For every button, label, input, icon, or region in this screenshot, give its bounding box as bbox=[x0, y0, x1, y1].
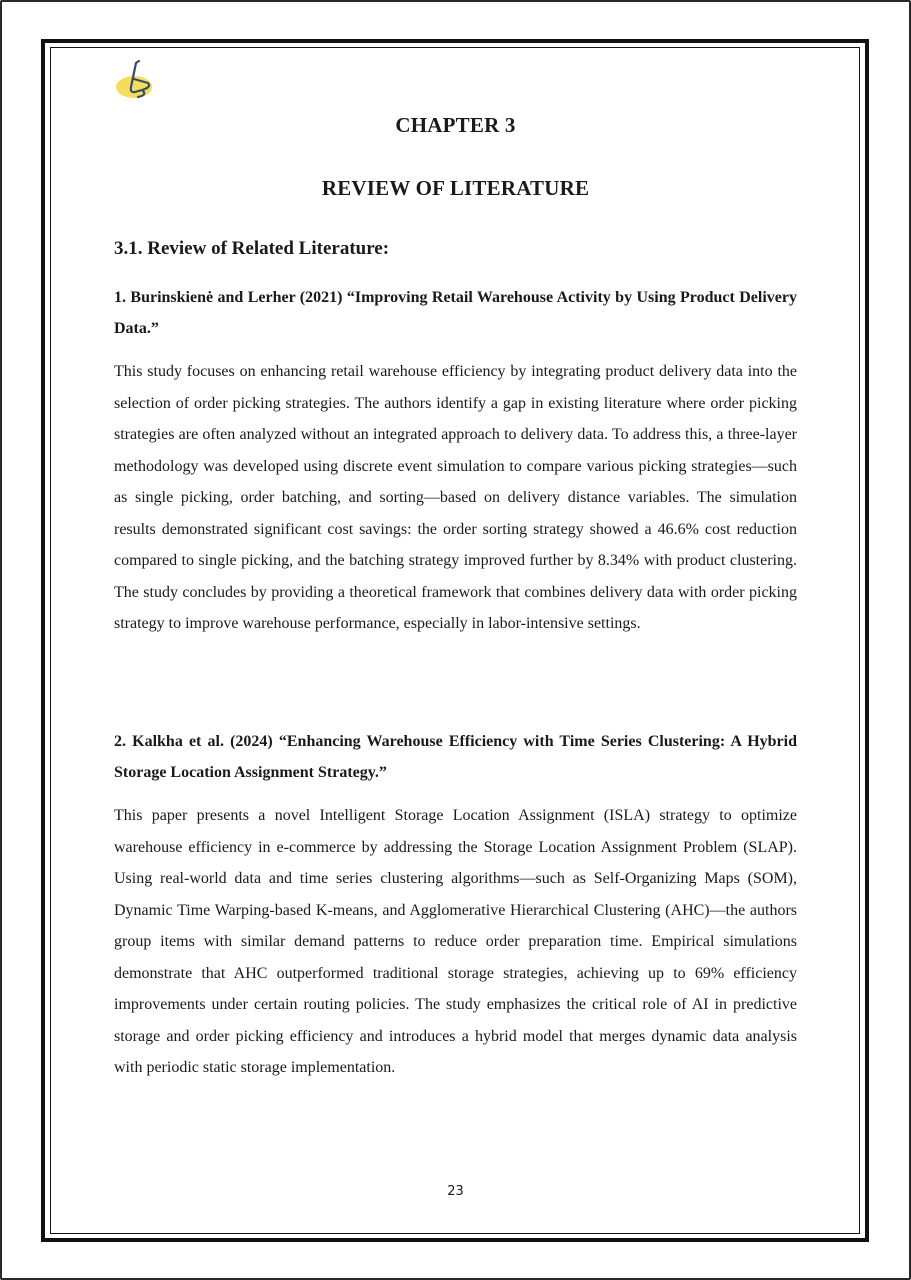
entry-body: This paper presents a novel Intelligent Storage Location Assignment (ISLA) strategy to optimize warehouse efficiency in e-commerce by addressing the Storage Location Assignment Problem (SLAP). Using real-world data and time series clustering algorithms—such as Self-Organizing Maps (SOM), Dynamic Time Warping-based K-means, and Agglomerative Hierarchical Clustering (AHC)—the authors group items with similar demand patterns to reduce order preparation time. Empirical simulations demonstrate that AHC outperformed traditional storage strategies, achieving up to 69% efficiency improvements under certain routing policies. The study emphasizes the critical role of AI in predictive storage and order picking efficiency and introduces a hybrid model that merges dynamic data analysis with periodic static storage implementation. bbox=[114, 807, 797, 1076]
chapter-label: CHAPTER 3 bbox=[395, 113, 516, 137]
pen-scroll-icon bbox=[112, 57, 162, 103]
entry-heading: 2. Kalkha et al. (2024) “Enhancing Warehouse Efficiency with Time Series Clustering: A Hybrid Storage Location Assignment Strategy.” bbox=[114, 733, 797, 781]
entry-heading: 1. Burinskienė and Lerher (2021) “Improving Retail Warehouse Activity by Using Product Delivery Data.” bbox=[114, 289, 797, 337]
entry-body: This study focuses on enhancing retail warehouse efficiency by integrating product delivery data into the selection of order picking strategies. The authors identify a gap in existing literature where order picking strategies are often analyzed without an integrated approach to delivery data. To address this, a three-layer methodology was developed using discrete event simulation to compare various picking strategies—such as single picking, order batching, and sorting—based on delivery distance variables. The simulation results demonstrated significant cost savings: the order sorting strategy showed a 46.6% cost reduction compared to single picking, and the batching strategy improved further by 8.34% with product clustering. The study concludes by providing a theoretical framework that combines delivery data with order picking strategy to improve warehouse performance, especially in labor-intensive settings. bbox=[114, 363, 797, 632]
section-heading: 3.1. Review of Related Literature: bbox=[114, 238, 390, 259]
page-number: 23 bbox=[447, 1184, 464, 1199]
chapter-title: REVIEW OF LITERATURE bbox=[321, 176, 590, 200]
